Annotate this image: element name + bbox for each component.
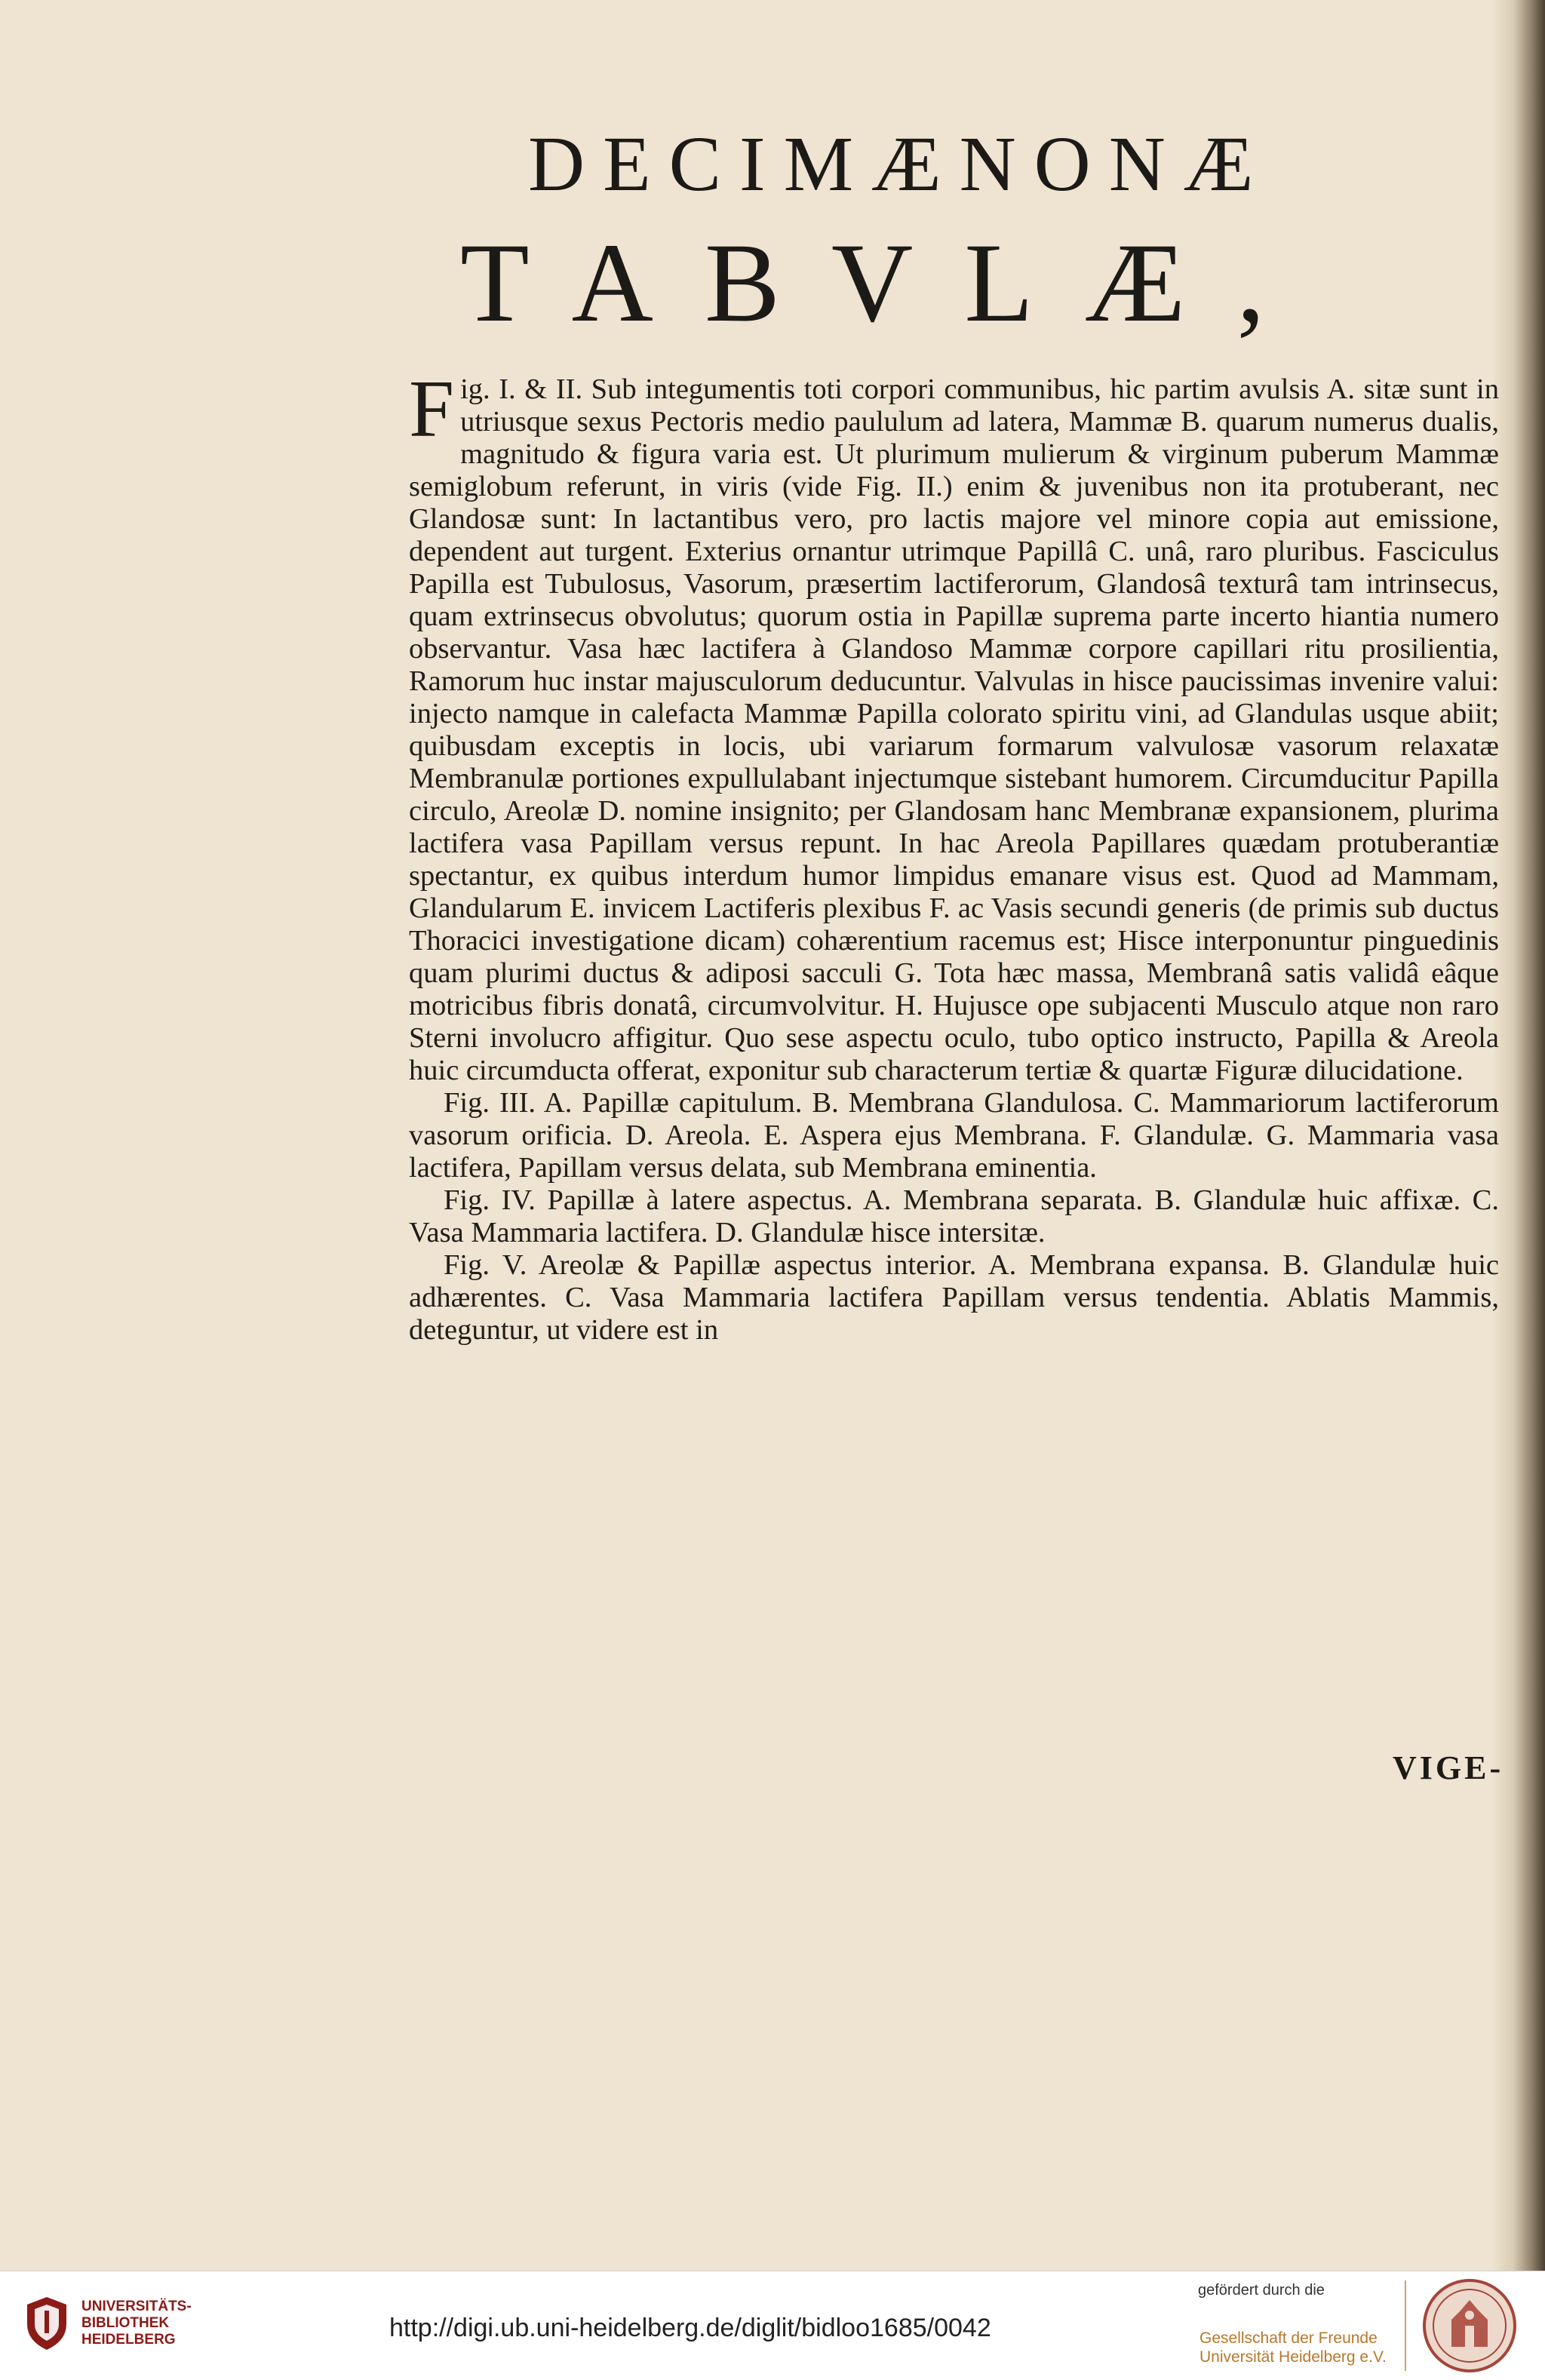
footer-divider <box>1405 2280 1406 2371</box>
sponsor-name[interactable] <box>1199 2329 1387 2366</box>
paragraph-fig-3: Fig. III. A. Papillæ capitulum. B. Membrana Glandulosa. C. Mammariorum lactiferorum vasorum orificia. D. Areola. E. Aspera ejus Membrana. F. Glandulæ. G. Mammaria vasa lactifera, Papillam versus delata, sub Membrana eminentia. <box>409 1087 1499 1184</box>
paragraph-fig-4: Fig. IV. Papillæ à latere aspectus. A. Membrana separata. B. Glandulæ huic affixæ. C. Vasa Mammaria lactifera. D. Glandulæ hisce intersitæ. <box>409 1184 1499 1248</box>
drop-cap: F <box>409 364 455 454</box>
sponsor-label: gefördert durch die <box>1198 2282 1325 2299</box>
heading-line-1: DECIMÆNONÆ <box>528 121 1272 207</box>
library-name-line-1: UNIVERSITÄTS- <box>81 2299 192 2314</box>
university-library-logo-icon[interactable] <box>24 2294 69 2353</box>
catchword: VIGE- <box>1393 1749 1504 1786</box>
paragraph-1-text: ig. I. & II. Sub integumentis toti corpori communibus, hic partim avulsis A. sitæ sunt in utriusque sexus Pectoris medio paululum ad latera, Mammæ B. quarum numerus dualis, magnitudo & figura varia est. Ut plurimum mulierum & virginum puberum Mammæ semiglobum referunt, in viris (vide Fig. II.) enim & juvenibus non ita protuberant, nec Glandosæ sunt: In lactantibus vero, pro lactis majore vel minore copia aut emissione, dependent aut turgent. Exterius ornantur utrimque Papillâ C. unâ, raro pluribus. Fasciculus Papilla est Tubulosus, Vasorum, præsertim lactiferorum, Glandosâ texturâ tam intrinsecus, quam extrinsecus obvolutus; quorum ostia in Papillæ suprema parte incerto hiantia numero observantur. Vasa hæc lactifera à Glandoso Mammæ corpore capillari ritu prosilientia, Ramorum huc instar majusculorum deducuntur. Valvulas in hisce paucissimas invenire valui: injecto namque in calefacta Mammæ Papilla colorato spiritu vini, ad Glandulas usque abiit; quibusdam exceptis in locis, ubi variarum formarum valvulosæ vasorum relaxatæ Membranulæ portiones expullulabant injectumque sistebant humorem. Circumducitur Papilla circulo, Areolæ D. nomine insignito; per Glandosam hanc Membranæ expansionem, plurima lactifera vasa Papillam versus repunt. In hac Areola Papillares quædam protuberantiæ spectantur, ex quibus interdum humor limpidus emanare visus est. Quod ad Mammam, Glandularum E. invicem Lactiferis plexibus F. ac Vasis secundi generis (de primis sub ductus Thoracici investigatione dicam) cohærentium racemus est; Hisce interponuntur pinguedinis quam plurimi ductus & adiposi sacculi G. Tota hæc massa, Membranâ satis validâ eâque motricibus fibris donatâ, circumvolvitur. H. Hujusce ope subjacenti Musculo atque non raro Sterni involucro affigitur. Quo sese aspectu oculo, tubo optico instructo, Papilla & Areola huic circumducta offerat, exponitur sub characterum tertiæ & quartæ Figuræ dilucidatione. <box>409 373 1499 1086</box>
heading-line-2: TABVLÆ, <box>460 220 1316 345</box>
library-name-line-3: HEIDELBERG <box>81 2332 176 2348</box>
library-name[interactable] <box>81 2299 192 2348</box>
paragraph-fig-5: Fig. V. Areolæ & Papillæ aspectus interior. A. Membrana expansa. B. Glandulæ huic adhærentes. C. Vasa Mammaria lactifera Papillam versus tendentia. Ablatis Mammis, deteguntur, ut videre est in <box>409 1249 1499 1346</box>
sponsor-name-line-1: Gesellschaft der Freunde <box>1199 2329 1378 2347</box>
paragraph-fig-1-2 <box>409 364 1499 1087</box>
sponsor-name-line-2: Universität Heidelberg e.V. <box>1199 2348 1387 2366</box>
permalink-url[interactable]: http://digi.ub.uni-heidelberg.de/diglit/bidloo1685/0042 <box>389 2314 991 2342</box>
viewer-footer <box>0 2271 1545 2380</box>
page-gutter-shadow <box>1492 0 1545 2271</box>
library-name-line-2: BIBLIOTHEK <box>81 2315 170 2331</box>
university-seal-icon[interactable] <box>1421 2277 1518 2374</box>
body-text <box>409 364 1499 1347</box>
